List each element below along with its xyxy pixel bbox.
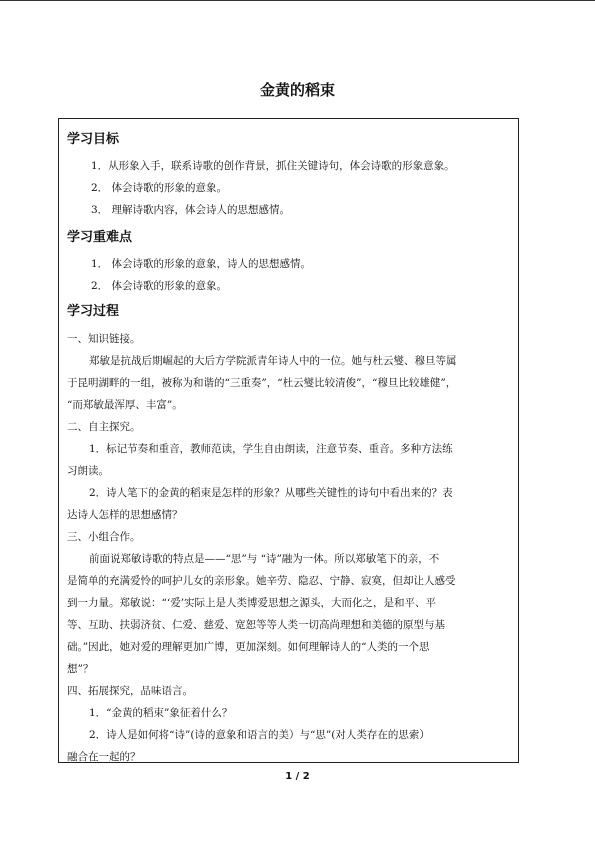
paragraph-line: 等、互助、扶弱济贫、仁爱、慈爱、宽恕等等人类一切高尚理想和美德的原型与基: [67, 619, 445, 631]
paragraph-line: 前面说郑敏诗歌的特点是——“思”与 “诗”融为一体。所以郑敏笔下的亲，不: [89, 553, 440, 565]
paragraph-line: 想”？: [67, 663, 94, 675]
paragraph-line: 是简单的充满爱怜的呵护儿女的亲形象。她辛劳、隐忍、宁静、寂寞，但却让人感受: [67, 575, 456, 587]
paragraph-line: 1．标记节奏和重音，教师范读，学生自由朗读，注意节奏、重音。多种方法练: [89, 443, 453, 455]
page-number: 1 / 2: [285, 771, 310, 782]
paragraph-line: 2．诗人笔下的金黄的稻束是怎样的形象？从哪些关键性的诗句中看出来的？表: [89, 487, 453, 499]
paragraph-line: 习朗读。: [67, 465, 109, 477]
top-rule: [0, 0, 595, 1]
goal-item: 3． 理解诗歌内容，体会诗人的思想感情。: [91, 204, 291, 216]
paragraph-line: 郑敏是抗战后期崛起的大后方学院派青年诗人中的一位。她与杜云燮、穆旦等属: [89, 355, 457, 367]
process-heading: 学习过程: [67, 304, 120, 319]
paragraph-line: “而郑敏最浑厚、丰富”。: [67, 399, 183, 411]
paragraph-line: 2．诗人是如何将“诗”(诗的意象和语言的美）与“思”(对人类存在的思索）: [89, 729, 430, 741]
paragraph-line: 础。”因此，她对爱的理解更加广博，更加深刻。如何理解诗人的“人类的一个思: [67, 641, 430, 653]
paragraph-line: 1．“金黄的稻束”象征着什么？: [89, 707, 233, 719]
section-label: 二、自主探究。: [67, 421, 141, 433]
content-table: [58, 118, 519, 763]
section-label: 一、知识链接。: [67, 333, 141, 345]
key-points-heading: 学习重难点: [67, 230, 133, 245]
paragraph-line: 融合在一起的？: [67, 751, 141, 763]
paragraph-line: 于昆明湖畔的一组，被称为和谐的“三重奏”，“杜云燮比较清俊”，“穆旦比较雄健”，: [67, 377, 457, 389]
paragraph-line: 到一力量。郑敏说：“‘爱’实际上是人类博爱思想之源头，大而化之，是和平、平: [67, 597, 437, 609]
key-point-item: 2． 体会诗歌的形象的意象。: [91, 280, 228, 292]
paragraph-line: 达诗人怎样的思想感情？: [67, 509, 183, 521]
key-point-item: 1． 体会诗歌的形象的意象，诗人的思想感情。: [91, 258, 312, 270]
goal-item: 1．从形象入手，联系诗歌的创作背景，抓住关键诗句，体会诗歌的形象意象。: [91, 160, 455, 172]
goal-item: 2． 体会诗歌的形象的意象。: [91, 182, 228, 194]
section-label: 四、拓展探究，品味语言。: [67, 685, 193, 697]
goals-heading: 学习目标: [67, 132, 120, 147]
section-label: 三、小组合作。: [67, 531, 141, 543]
page-title: 金黄的稻束: [259, 81, 335, 99]
